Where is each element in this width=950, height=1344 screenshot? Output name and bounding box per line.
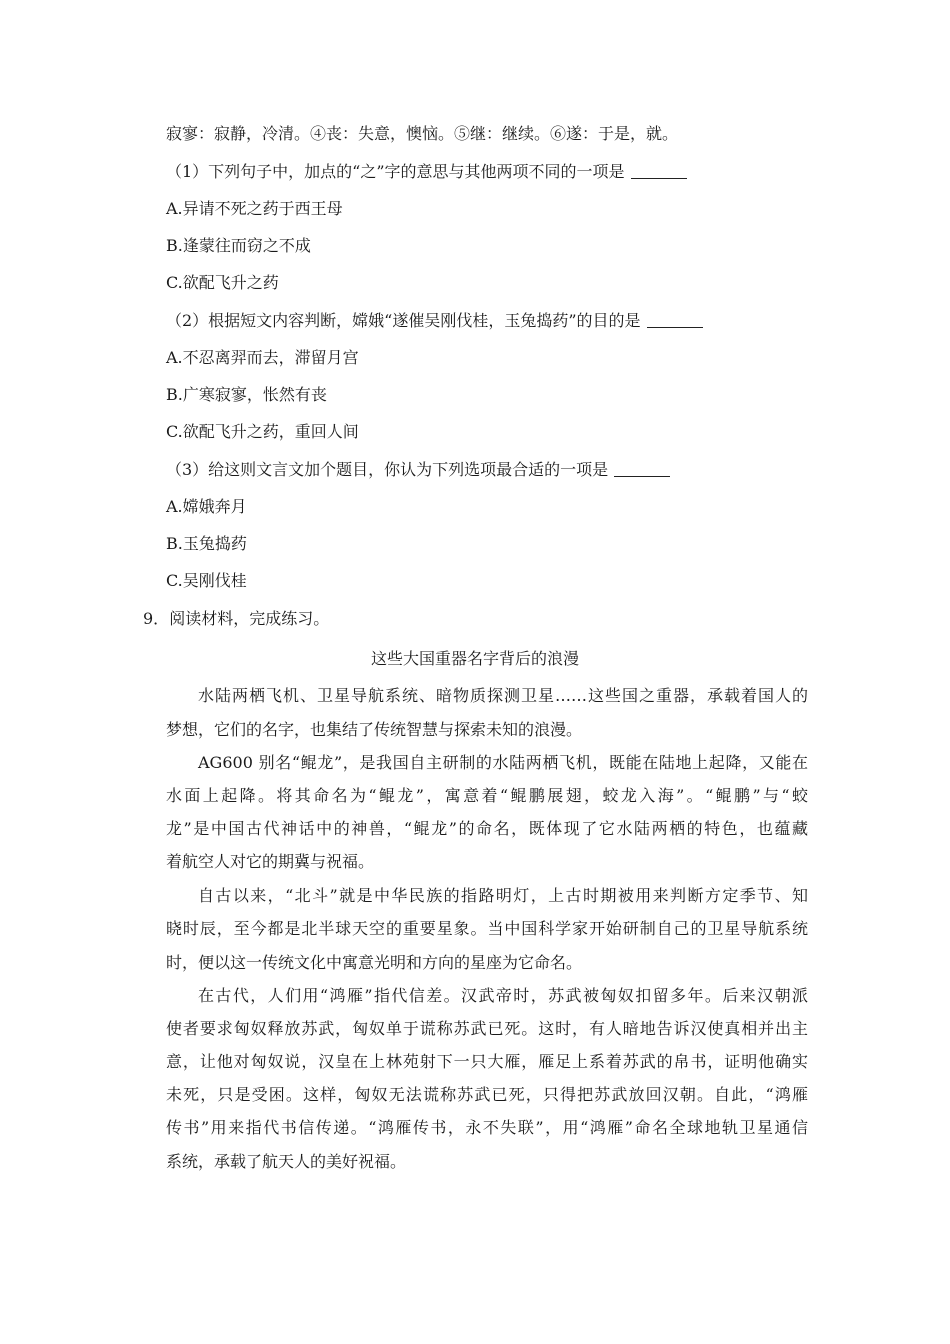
question-2-text: （2）根据短文内容判断，嫦娥“遂催吴刚伐桂，玉兔捣药”的目的是 bbox=[166, 311, 641, 330]
article-line: 使者要求匈奴释放苏武，匈奴单于谎称苏武已死。这时，有人暗地告诉汉使真相并出主 bbox=[166, 1019, 808, 1038]
article-line: 水面上起降。将其命名为“鲲龙”，寓意着“鲲鹏展翅，蛟龙入海”。“鲲鹏”与“蛟 bbox=[166, 786, 808, 805]
question-9 bbox=[143, 609, 329, 629]
answer-blank-1[interactable] bbox=[631, 164, 687, 179]
article-line: 时，便以这一传统文化中寓意光明和方向的星座为它命名。 bbox=[166, 953, 583, 972]
q3-option-a: A.嫦娥奔月 bbox=[166, 497, 247, 516]
article-line: 梦想，它们的名字，也集结了传统智慧与探索未知的浪漫。 bbox=[166, 720, 583, 739]
article-title: 这些大国重器名字背后的浪漫 bbox=[370, 649, 579, 668]
question-number: 9． bbox=[143, 609, 170, 628]
article-line: 晓时辰，至今都是北半球天空的重要星象。当中国科学家开始研制自己的卫星导航系统 bbox=[166, 919, 808, 938]
answer-blank-3[interactable] bbox=[614, 462, 670, 477]
article-line: 在古代，人们用“鸿雁”指代信差。汉武帝时，苏武被匈奴扣留多年。后来汉朝派 bbox=[198, 986, 808, 1005]
answer-blank-2[interactable] bbox=[647, 313, 703, 328]
annotation-line: 寂寥：寂静，冷清。④丧：失意，懊恼。⑤继：继续。⑥遂：于是，就。 bbox=[166, 124, 679, 143]
article-line: 自古以来，“北斗”就是中华民族的指路明灯，上古时期被用来判断方定季节、知 bbox=[198, 886, 808, 905]
q1-option-c: C.欲配飞升之药 bbox=[166, 273, 279, 292]
question-2 bbox=[166, 311, 703, 331]
q1-option-b: B.逢蒙往而窃之不成 bbox=[166, 236, 311, 255]
question-1 bbox=[166, 162, 687, 182]
question-1-text: （1）下列句子中，加点的“之”字的意思与其他两项不同的一项是 bbox=[166, 162, 625, 181]
q2-option-c: C.欲配飞升之药，重回人间 bbox=[166, 422, 359, 441]
question-instruction: 阅读材料，完成练习。 bbox=[169, 609, 330, 628]
q3-option-b: B.玉兔捣药 bbox=[166, 534, 247, 553]
article-line: 传书”用来指代书信传递。“鸿雁传书，永不失联”，用“鸿雁”命名全球地轨卫星通信 bbox=[166, 1118, 808, 1137]
q3-option-c: C.吴刚伐桂 bbox=[166, 571, 247, 590]
q2-option-b: B.广寒寂寥，怅然有丧 bbox=[166, 385, 327, 404]
q2-option-a: A.不忍离羿而去，滞留月宫 bbox=[166, 348, 359, 367]
article-line: 意，让他对匈奴说，汉皇在上林苑射下一只大雁，雁足上系着苏武的帛书，证明他确实 bbox=[166, 1052, 808, 1071]
question-3 bbox=[166, 460, 670, 480]
article-line: 龙”是中国古代神话中的神兽，“鲲龙”的命名，既体现了它水陆两栖的特色，也蕴藏 bbox=[166, 819, 808, 838]
article-line: 水陆两栖飞机、卫星导航系统、暗物质探测卫星……这些国之重器，承载着国人的 bbox=[198, 686, 808, 705]
q1-option-a: A.异请不死之药于西王母 bbox=[166, 199, 343, 218]
question-3-text: （3）给这则文言文加个题目，你认为下列选项最合适的一项是 bbox=[166, 460, 609, 479]
article-line: AG600 别名“鲲龙”，是我国自主研制的水陆两栖飞机，既能在陆地上起降，又能在 bbox=[198, 753, 808, 772]
article-line: 系统，承载了航天人的美好祝福。 bbox=[166, 1152, 407, 1171]
article-line: 着航空人对它的期冀与祝福。 bbox=[166, 852, 375, 871]
article-line: 未死，只是受困。这样，匈奴无法谎称苏武已死，只得把苏武放回汉朝。自此，“鸿雁 bbox=[166, 1085, 808, 1104]
